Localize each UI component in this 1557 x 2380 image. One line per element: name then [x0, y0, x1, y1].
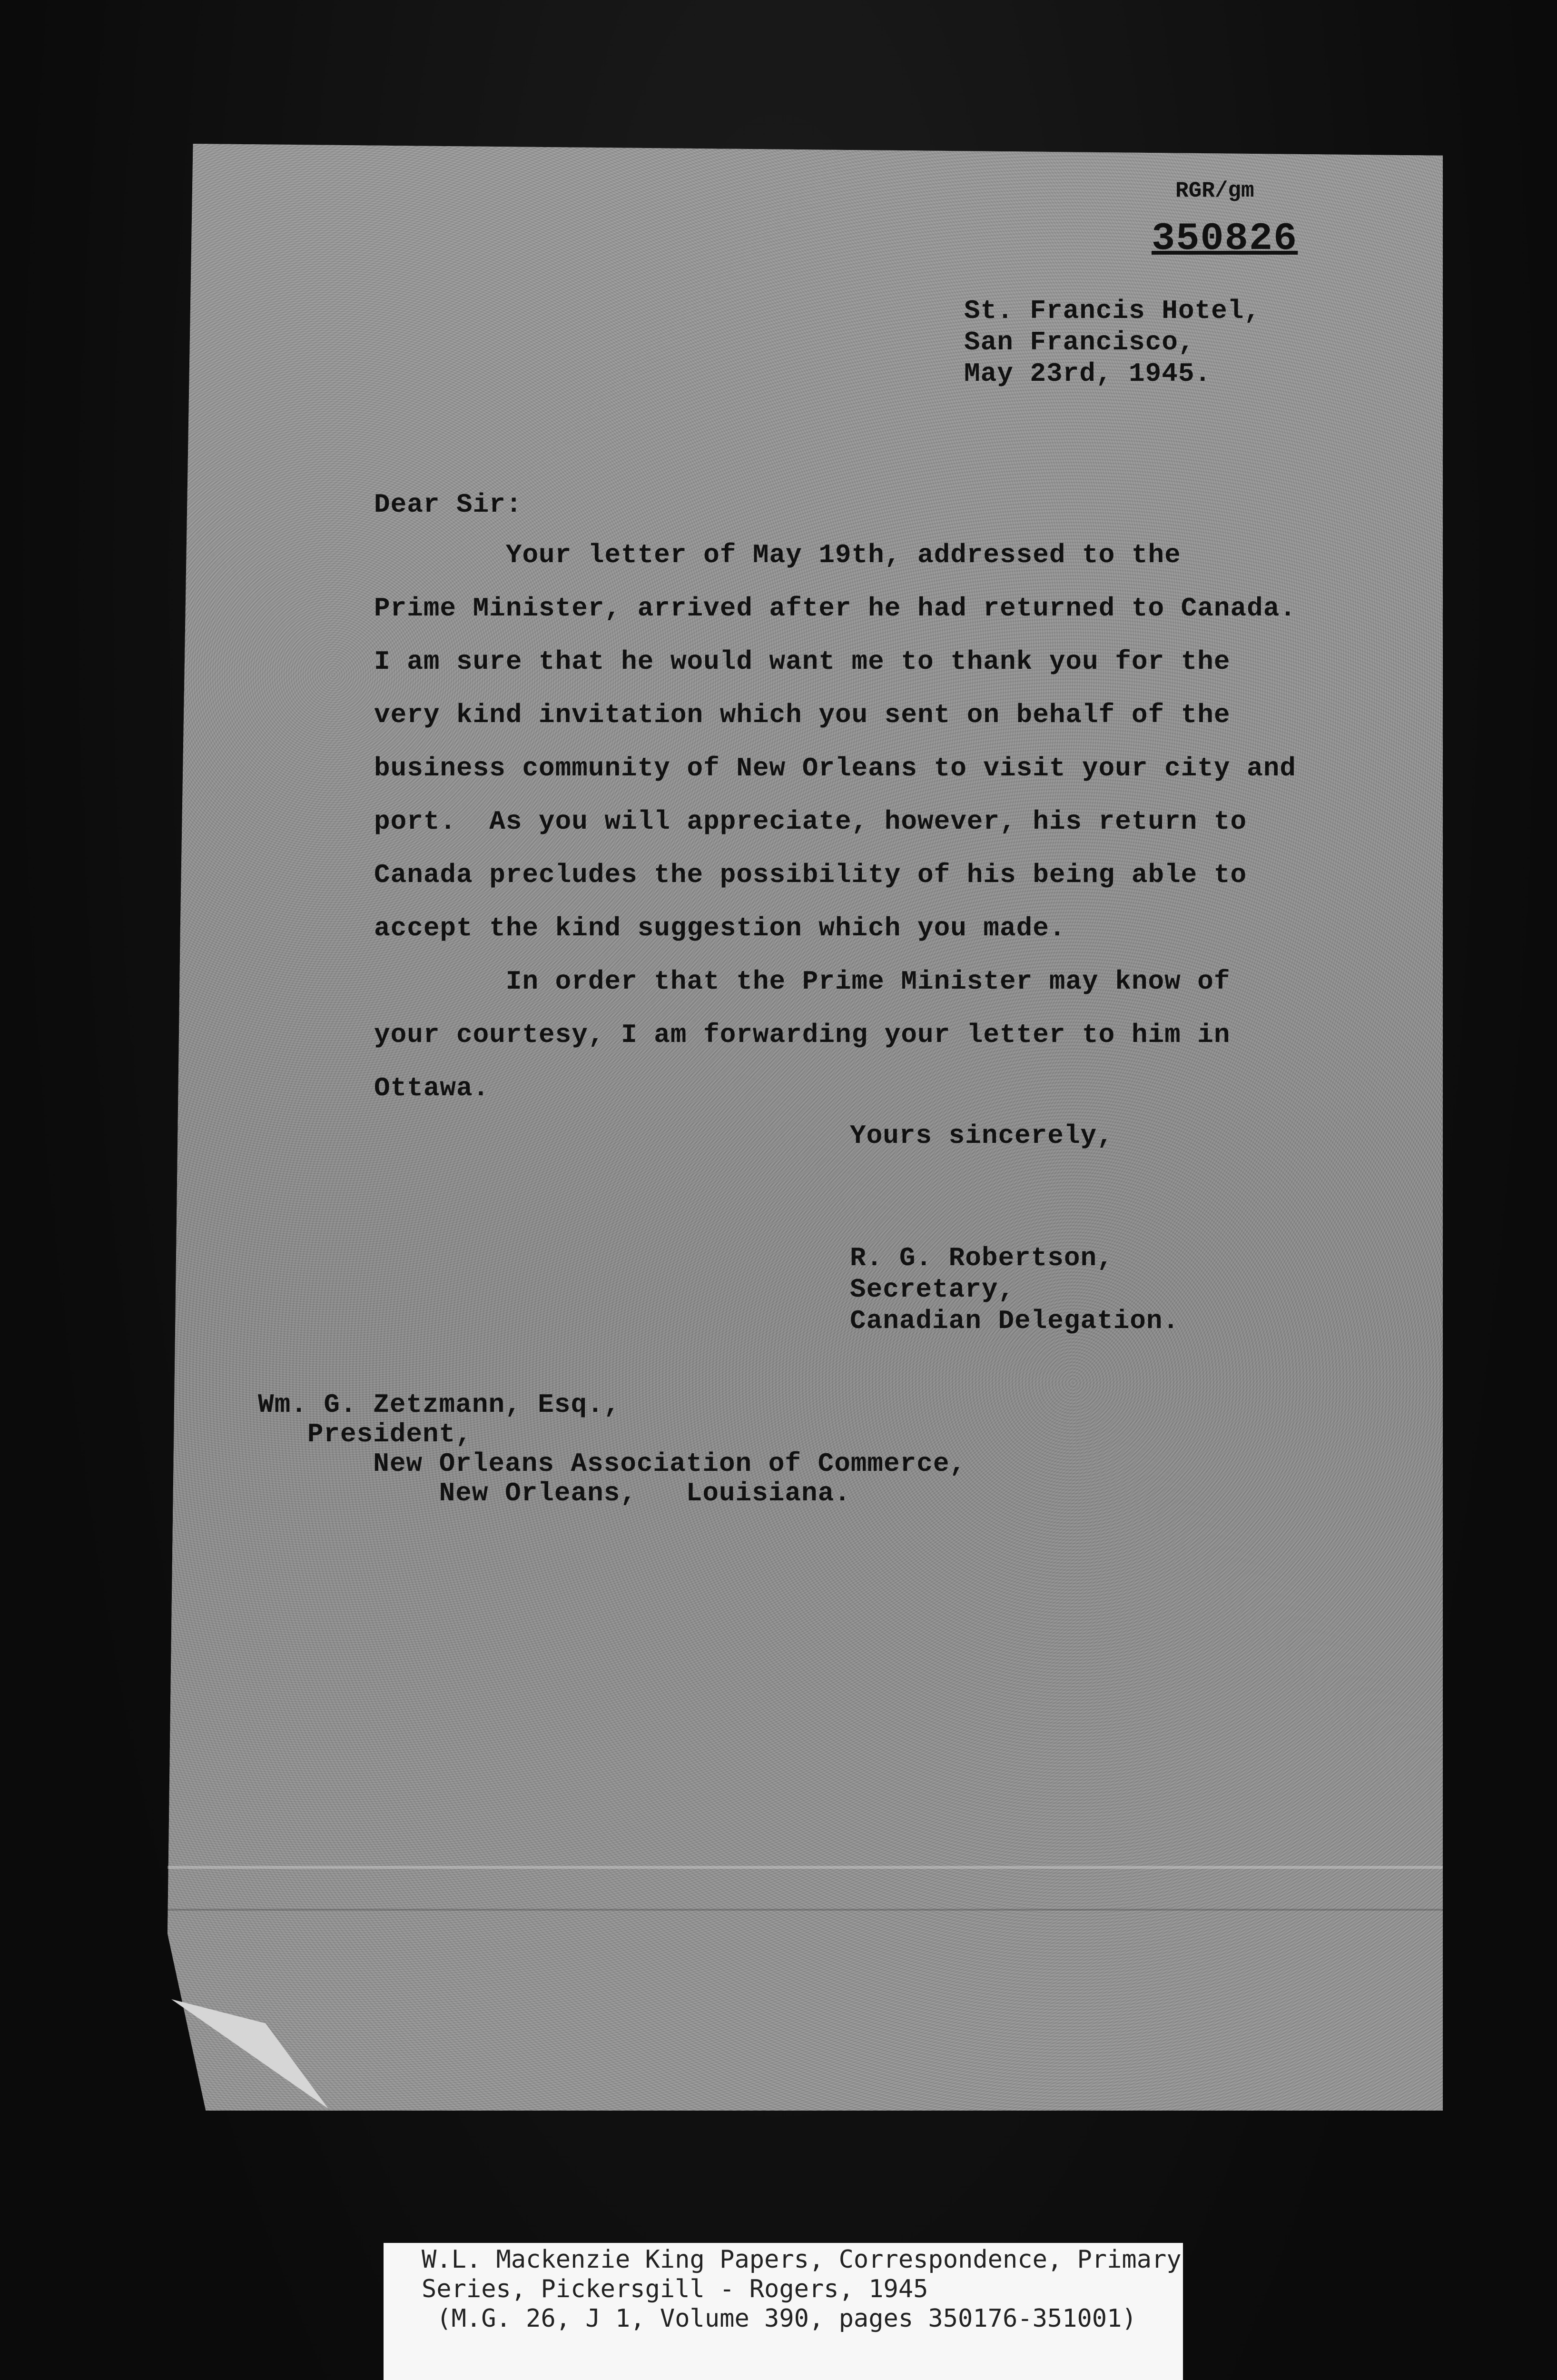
- salutation: Dear Sir:: [374, 489, 522, 520]
- signature-block: R. G. Robertson, Secretary, Canadian Delegation.: [850, 1243, 1180, 1336]
- fold-line: [168, 1866, 1443, 1869]
- citation-text: W.L. Mackenzie King Papers, Correspondence, Primary Series, Pickersgill - Rogers, 1945 (M.G. 26, J 1, Volume 390, pages 350176-351001): [422, 2245, 1182, 2333]
- archive-page-number: 350826: [1152, 217, 1298, 261]
- letter-body: Your letter of May 19th, addressed to the Prime Minister, arrived after he had returned to Canada. I am sure that he would want me to thank you for the very kind invitation which you sent on behalf of the business community of New Orleans to visit your city and port. As you will appreciate, however, his return to Canada precludes the possibility of his being able to accept the kind suggestion which you made. In order that the Prime Minister may know of your courtesy, I am forwarding your letter to him in Ottawa.: [374, 540, 1296, 1103]
- reference-initials: RGR/gm: [1175, 178, 1254, 203]
- closing: Yours sincerely,: [850, 1121, 1114, 1151]
- fold-shadow: [168, 1909, 1443, 1911]
- recipient-address: Wm. G. Zetzmann, Esq., President, New Orleans Association of Commerce, New Orleans, Louisiana.: [258, 1389, 966, 1508]
- letter-sheet: [168, 144, 1443, 2111]
- sender-address: St. Francis Hotel, San Francisco, May 23rd, 1945.: [964, 296, 1261, 389]
